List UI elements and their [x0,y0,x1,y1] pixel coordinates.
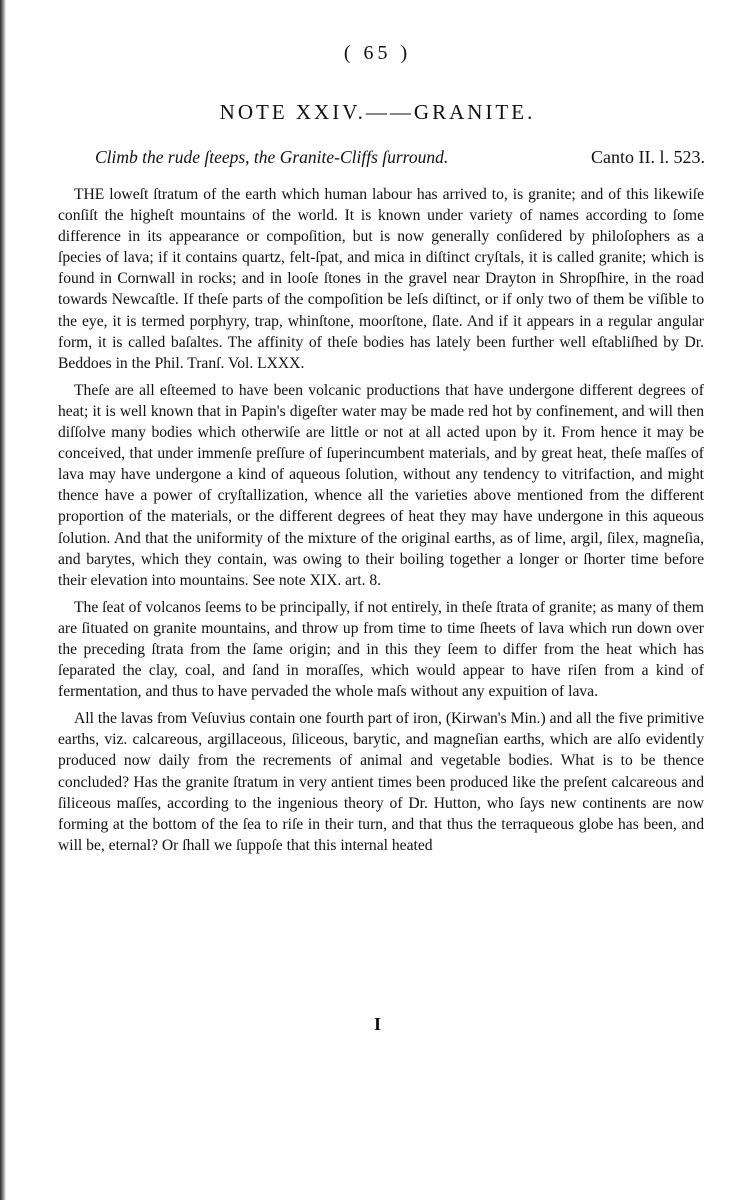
paragraph: Theſe are all eſteemed to have been volcanic productions that have undergone different degrees of heat; it is well known that in Papin's digeſter water may be made red hot by confinement, and will then diſſolve many bodies which otherwiſe are little or not at all acted upon by it. From hence it may be conceived, that under immenſe preſſure of ſuperincumbent materials, and by great heat, theſe maſſes of lava may have undergone a kind of aqueous ſolution, without any tendency to vitrifaction, and might thence have a power of cryſtallization, whence all the varieties above mentioned from the different proportion of the materials, or the different degrees of heat they may have undergone in this aqueous ſolution. And that the uniformity of the mixture of the original earths, as of lime, argil, ſilex, magneſia, and barytes, which they contain, was owing to their boiling together a longer or ſhorter time before their elevation into mountains. See note XIX. art. 8. [58,381,704,589]
epigraph-verse: Climb the rude ſteeps, the Granite-Cliffs ſurround. [95,147,449,167]
paragraph: THE loweſt ſtratum of the earth which human labour has arrived to, is granite; and of this likewiſe conſiſt the higheſt mountains of the world. It is known under variety of names according to ſome difference in its appearance or compoſition, but is now generally conſidered by philoſophers as a ſpecies of lava; if it contains quartz, felt-ſpat, and mica in diſtinct cryſtals, it is called granite; which is found in Cornwall in rocks; and in looſe ſtones in the gravel near Drayton in Shropſhire, in the road towards Newcaſtle. If theſe parts of the compoſition be leſs diſtinct, or if only two of them be viſible to the eye, it is termed porphyry, trap, whinſtone, moorſtone, ſlate. And if it appears in a regular angular form, it is called baſaltes. The affinity of theſe bodies has lately been further well eſtabliſhed by Dr. Beddoes in the Phil. Tranſ. Vol. LXXX. [58,186,704,372]
paragraph: All the lavas from Veſuvius contain one fourth part of iron, (Kirwan's Min.) and all the five primitive earths, viz. calcareous, argillaceous, ſiliceous, barytic, and magneſian earths, which are alſo evidently produced now daily from the recrements of animal and vegetable bodies. What is to be thence concluded? Has the granite ſtratum in very antient times been produced like the preſent calcareous and ſiliceous maſſes, according to the ingenious theory of Dr. Hutton, who ſays new continents are now forming at the bottom of the ſea to riſe in their turn, and that thus the terraqueous globe has been, and will be, eternal? Or ſhall we ſuppoſe that this internal heated [58,710,704,854]
epigraph [95,147,705,168]
note-title: NOTE XXIV.——GRANITE. [219,100,536,124]
signature-mark: I [373,1014,381,1034]
epigraph-citation: Canto II. l. 523. [591,147,705,167]
page-number: ( 65 ) [343,42,412,64]
paragraph: The ſeat of volcanos ſeems to be principally, if not entirely, in theſe ſtrata of granite; as many of them are ſituated on granite mountains, and throw up from time to time ſheets of lava which run down over the preceding ſtrata from the ſame origin; and in this they ſeem to differ from the heat which has ſeparated the clay, coal, and ſand in moraſſes, which would appear to have riſen from a kind of fermentation, and thus to have pervaded the whole maſs without any expuition of lava. [58,598,704,701]
body-text [58,184,704,862]
